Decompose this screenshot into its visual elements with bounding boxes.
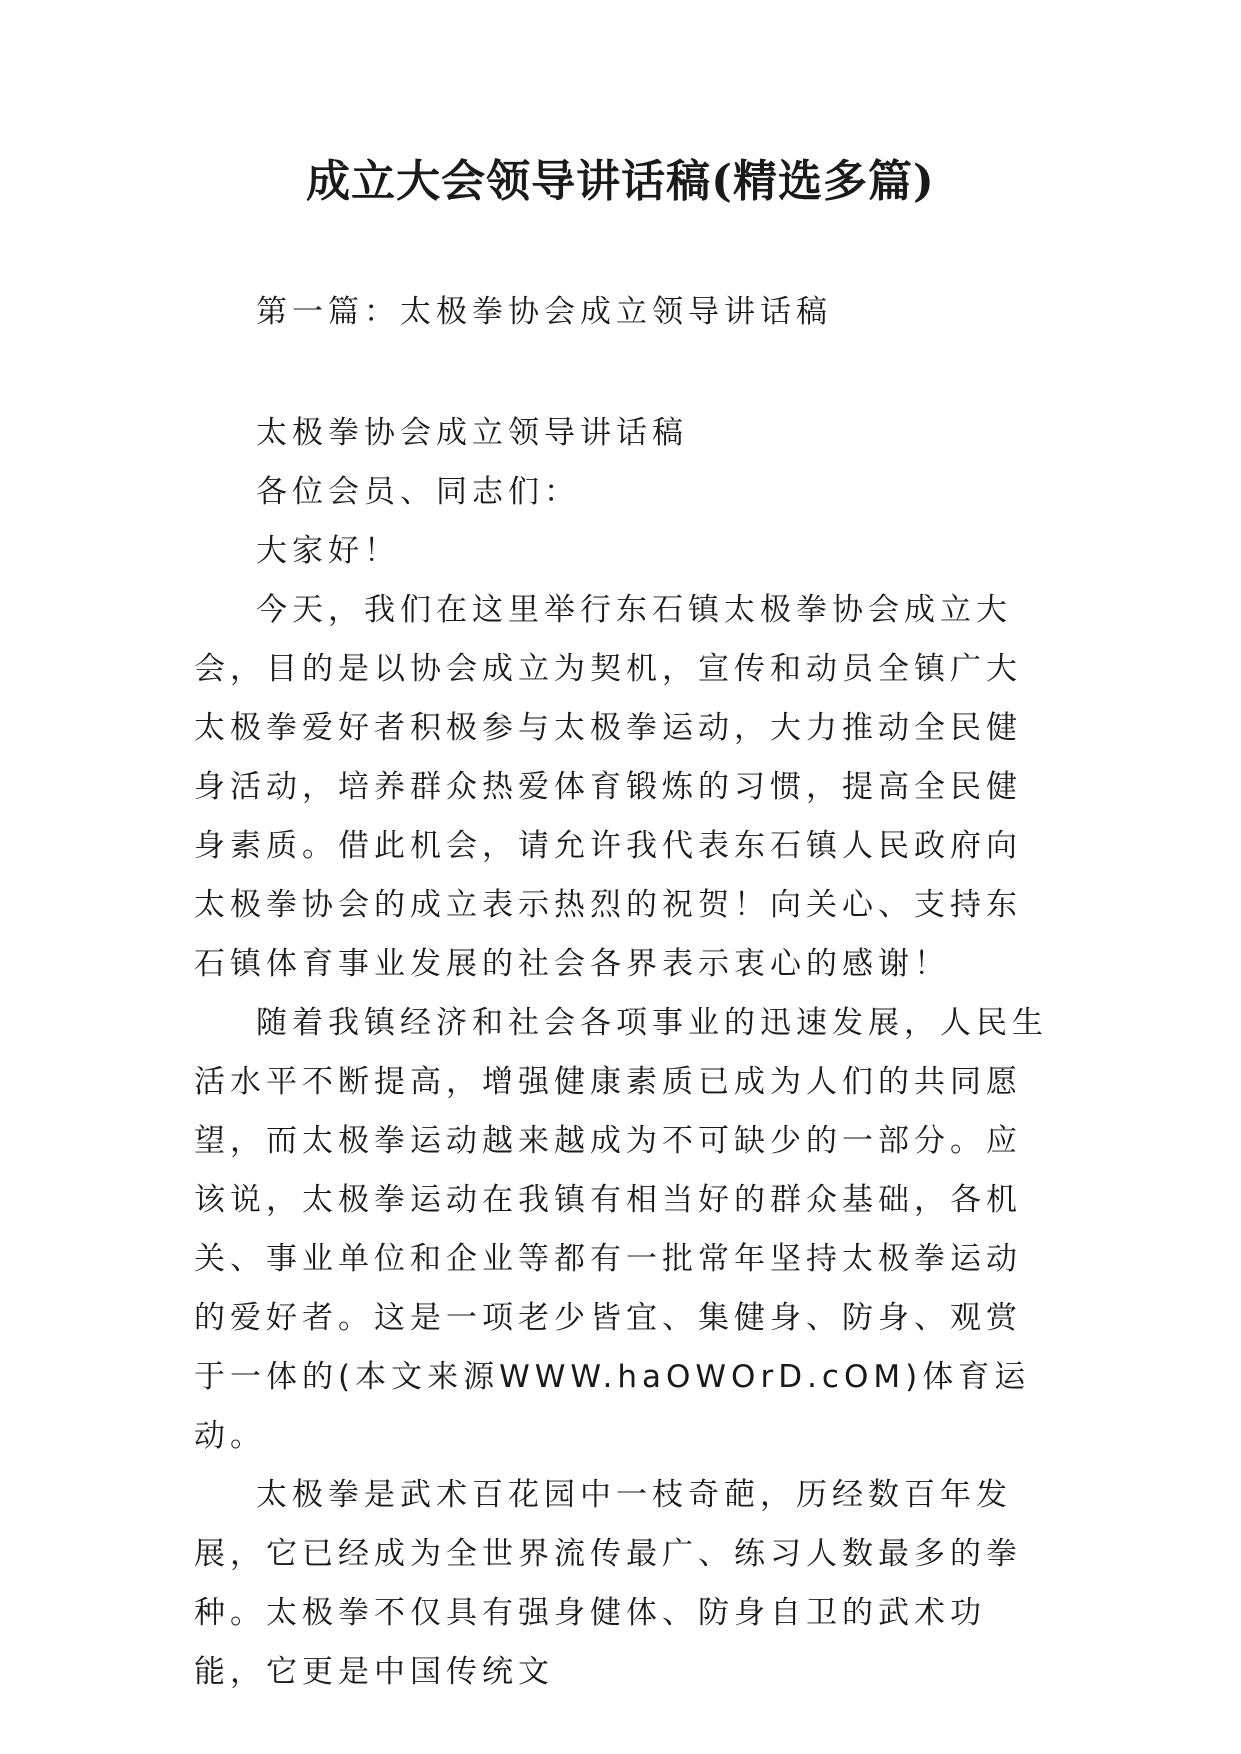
speech-title: 太极拳协会成立领导讲话稿 [256,415,688,451]
paragraph: 太极拳是武术百花园中一枝奇葩，历经数百年发展，它已经成为全世界流传最广、练习人数最多的拳种。太极拳不仅具有强身健体、防身自卫的武术功能，它更是中国传统文 [194,1477,1022,1690]
paragraph: 今天，我们在这里举行东石镇太极拳协会成立大会，目的是以协会成立为契机，宣传和动员全镇广大太极拳爱好者积极参与太极拳运动，大力推动全民健身活动，培养群众热爱体育锻炼的习惯，提高全民健身素质。借此机会，请允许我代表东石镇人民政府向太极拳协会的成立表示热烈的祝贺！向关心、支持东石镇体育事业发展的社会各界表示衷心的感谢！ [194,592,1022,982]
paragraph: 随着我镇经济和社会各项事业的迅速发展，人民生活水平不断提高，增强健康素质已成为人们的共同愿望，而太极拳运动越来越成为不可缺少的一部分。应该说，太极拳运动在我镇有相当好的群众基础，各机关、事业单位和企业等都有一批常年坚持太极拳运动的爱好者。这是一项老少皆宜、集健身、防身、观赏于一体的(本文来源WWW.haOWOrD.cOM)体育运动。 [194,1005,1048,1454]
document-title: 成立大会领导讲话稿(精选多篇) [306,156,935,207]
greeting: 大家好！ [256,533,400,569]
document-body [194,404,1056,1702]
section-heading: 第一篇：太极拳协会成立领导讲话稿 [256,294,832,330]
salutation: 各位会员、同志们： [256,474,580,510]
